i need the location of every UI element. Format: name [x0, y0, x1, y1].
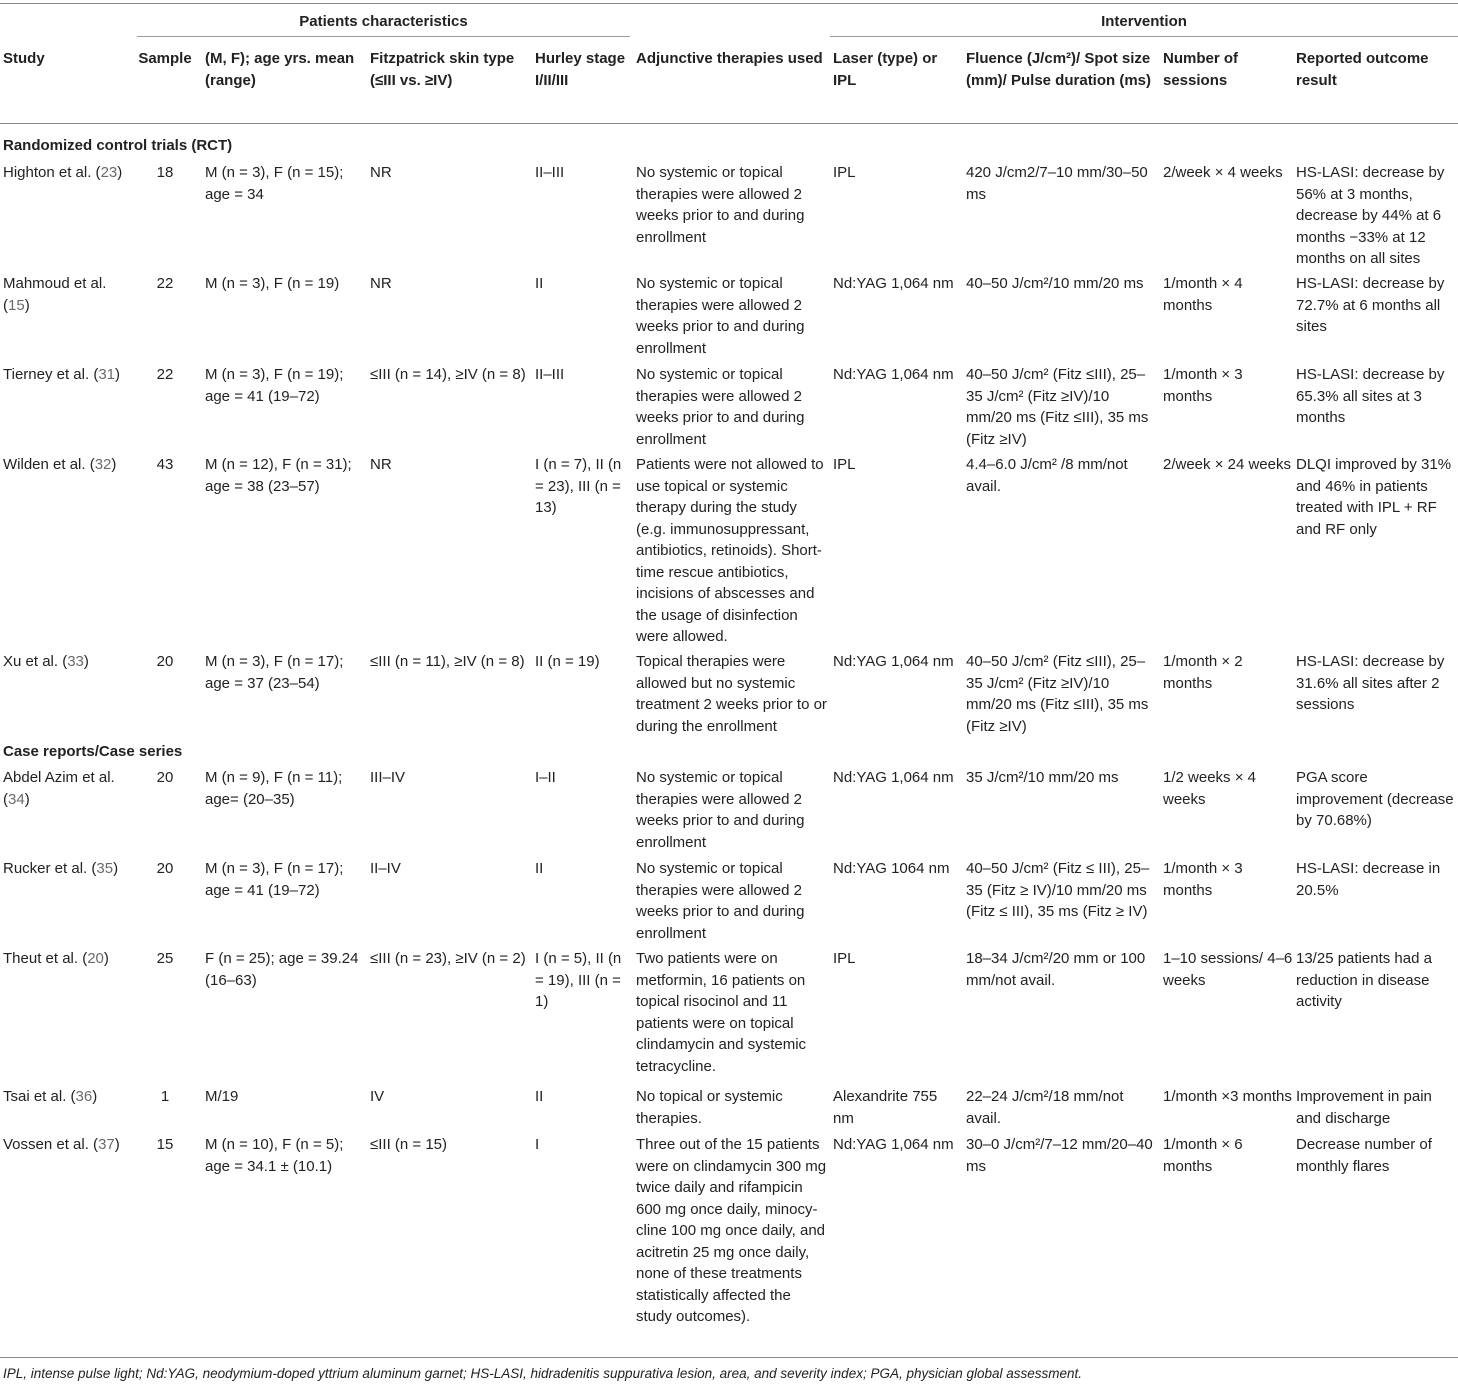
- reference-number[interactable]: 31: [98, 366, 115, 383]
- section-title-case-reports: Case reports/Case series: [3, 743, 183, 760]
- reference-number[interactable]: 23: [100, 164, 118, 181]
- cell-outcome: Decrease number of monthly flares: [1296, 1136, 1432, 1175]
- cell-adjunctive: Topical therapies were allowed but no systemic treatment 2 weeks prior to or during the enrollment: [636, 653, 827, 735]
- cell-sessions: 2/week × 4 weeks: [1163, 164, 1283, 181]
- table-footnote: IPL, intense pulse light; Nd:YAG, neodymium-doped yttrium aluminum garnet; HS-LASI, hidradenitis suppurativa lesion, area, and severity index; PGA, physician global assessment.: [3, 1366, 1083, 1381]
- column-header-sessions: Number of sessions: [1163, 50, 1238, 89]
- cell-outcome: HS-LASI: decrease by 72.7% at 6 months all sites: [1296, 275, 1445, 335]
- cell-fluence: 35 J/cm²/10 mm/20 ms: [966, 769, 1119, 786]
- cell-outcome: HS-LASI: decrease in 20.5%: [1296, 860, 1441, 899]
- cell-hurley: I (n = 5), II (n = 19), III (n = 1): [535, 950, 622, 1010]
- cell-fluence: 30–0 J/cm²/7–12 mm/20–40 ms: [966, 1136, 1153, 1175]
- cell-laser: Nd:YAG 1,064 nm: [833, 366, 954, 383]
- cell-sex-age: M/19: [205, 1088, 239, 1105]
- header-rule: [0, 123, 1458, 124]
- cell-laser: Nd:YAG 1,064 nm: [833, 653, 954, 670]
- column-header-hurley: Hurley stage I/II/III: [535, 50, 626, 89]
- cell-sex-age: M (n = 10), F (n = 5); age = 34.1 ± (10.1): [205, 1136, 344, 1175]
- cell-study: Tierney et al. (31): [3, 366, 120, 383]
- cell-sex-age: M (n = 12), F (n = 31); age = 38 (23–57): [205, 456, 352, 495]
- cell-study: Mahmoud et al. (15): [3, 275, 107, 314]
- cell-laser: IPL: [833, 950, 856, 967]
- cell-hurley: II–III: [535, 164, 565, 181]
- cell-study: Vossen et al. (37): [3, 1136, 120, 1153]
- cell-laser: Nd:YAG 1,064 nm: [833, 1136, 954, 1153]
- cell-adjunctive: No topical or systemic therapies.: [636, 1088, 783, 1127]
- cell-hurley: II–III: [535, 366, 565, 383]
- column-header-sample: Sample: [138, 50, 192, 67]
- cell-sex-age: M (n = 3), F (n = 19): [205, 275, 340, 292]
- cell-fitzpatrick: ≤III (n = 14), ≥IV (n = 8): [370, 366, 526, 383]
- cell-fitzpatrick: IV: [370, 1088, 385, 1105]
- column-header-outcome: Reported outcome result: [1296, 50, 1429, 89]
- cell-outcome: HS-LASI: decrease by 65.3% all sites at 3 months: [1296, 366, 1445, 426]
- reference-number[interactable]: 34: [8, 790, 25, 808]
- cell-sessions: 1/month × 4 months: [1163, 275, 1243, 314]
- cell-sample: 22: [156, 366, 174, 383]
- cell-hurley: II: [535, 860, 544, 877]
- cell-study: Tsai et al. (36): [3, 1088, 98, 1105]
- cell-sessions: 1/month × 2 months: [1163, 653, 1243, 692]
- cell-fitzpatrick: ≤III (n = 23), ≥IV (n = 2): [370, 950, 526, 967]
- cell-laser: Alexandrite 755 nm: [833, 1088, 938, 1127]
- column-header-adjunctive: Adjunctive therapies used: [636, 50, 823, 67]
- reference-number[interactable]: 32: [94, 456, 112, 473]
- cell-laser: Nd:YAG 1,064 nm: [833, 275, 954, 292]
- cell-sex-age: M (n = 9), F (n = 11); age= (20–35): [205, 769, 343, 808]
- cell-fluence: 22–24 J/cm²/18 mm/not avail.: [966, 1088, 1124, 1127]
- cell-fluence: 4.4–6.0 J/cm² /8 mm/not avail.: [966, 456, 1128, 495]
- cell-fluence: 40–50 J/cm² (Fitz ≤ III), 25–35 (Fitz ≥ IV)/10 mm/20 ms (Fitz ≤ III), 35 ms (Fitz ≥ IV): [966, 860, 1150, 920]
- cell-hurley: II (n = 19): [535, 653, 600, 670]
- cell-sex-age: M (n = 3), F (n = 17); age = 37 (23–54): [205, 653, 344, 692]
- cell-fluence: 40–50 J/cm²/10 mm/20 ms: [966, 275, 1144, 292]
- section-title-rct: Randomized control trials (RCT): [3, 137, 233, 154]
- reference-number[interactable]: 20: [87, 950, 104, 967]
- cell-study: Wilden et al. (32): [3, 456, 117, 473]
- cell-study: Xu et al. (33): [3, 653, 89, 670]
- cell-sex-age: F (n = 25); age = 39.24 (16–63): [205, 950, 359, 989]
- cell-hurley: I–II: [535, 769, 556, 786]
- cell-fitzpatrick: NR: [370, 164, 392, 181]
- cell-sex-age: M (n = 3), F (n = 17); age = 41 (19–72): [205, 860, 344, 899]
- cell-laser: IPL: [833, 164, 856, 181]
- reference-number[interactable]: 35: [96, 860, 114, 877]
- reference-number[interactable]: 15: [8, 296, 25, 314]
- cell-laser: IPL: [833, 456, 856, 473]
- cell-sample: 22: [156, 275, 174, 292]
- cell-sex-age: M (n = 3), F (n = 19); age = 41 (19–72): [205, 366, 344, 405]
- intervention-group-rule: [830, 36, 1458, 37]
- cell-outcome: HS-LASI: decrease by 56% at 3 months, decrease by 44% at 6 months −33% at 12 months on all sites: [1296, 164, 1445, 267]
- cell-adjunctive: Three out of the 15 patients were on clindamycin 300 mg twice daily and rifampicin 600 mg once daily, minocy-cline 100 mg once daily, and acitretin 25 mg once daily, none of these treatments statistically affected the study outcomes).: [636, 1136, 827, 1325]
- cell-adjunctive: Two patients were on metformin, 16 patients on topical risocinol and 11 patients were on topical clindamycin and systemic tetracycline.: [636, 950, 807, 1075]
- column-header-study: Study: [3, 50, 45, 67]
- cell-adjunctive: Patients were not allowed to use topical or systemic therapy during the study (e.g. immunosuppressant, antibiotics, retinoids). Short-time rescue antibiotics, incisions of abscesses and the usage of disinfection were allowed.: [636, 456, 824, 645]
- column-header-laser: Laser (type) or IPL: [833, 50, 938, 89]
- cell-outcome: DLQI improved by 31% and 46% in patients treated with IPL + RF and RF only: [1296, 456, 1452, 538]
- cell-adjunctive: No systemic or topical therapies were allowed 2 weeks prior to and during enrollment: [636, 366, 805, 448]
- cell-outcome: HS-LASI: decrease by 31.6% all sites after 2 sessions: [1296, 653, 1445, 713]
- cell-fitzpatrick: III–IV: [370, 769, 406, 786]
- cell-sample: 20: [156, 860, 174, 877]
- cell-fluence: 420 J/cm2/7–10 mm/30–50 ms: [966, 164, 1148, 203]
- cell-sample: 20: [156, 653, 174, 670]
- cell-sessions: 1/month × 3 months: [1163, 860, 1243, 899]
- column-header-fitzpatrick: Fitzpatrick skin type (≤III vs. ≥IV): [370, 50, 515, 89]
- cell-fluence: 40–50 J/cm² (Fitz ≤III), 25–35 J/cm² (Fitz ≥IV)/10 mm/20 ms (Fitz ≤III), 35 ms (Fitz ≥IV): [966, 653, 1149, 735]
- cell-outcome: PGA score improvement (decrease by 70.68%): [1296, 769, 1454, 829]
- cell-sessions: 1–10 sessions/ 4–6 weeks: [1163, 950, 1293, 989]
- column-header-fluence: Fluence (J/cm²)/ Spot size (mm)/ Pulse duration (ms): [966, 50, 1152, 89]
- cell-study: Theut et al. (20): [3, 950, 109, 967]
- cell-adjunctive: No systemic or topical therapies were allowed 2 weeks prior to and during enrollment: [636, 769, 805, 851]
- cell-adjunctive: No systemic or topical therapies were allowed 2 weeks prior to and during enrollment: [636, 275, 805, 357]
- cell-outcome: Improvement in pain and discharge: [1296, 1088, 1432, 1127]
- cell-study: Highton et al. (23): [3, 164, 123, 181]
- cell-hurley: I (n = 7), II (n = 23), III (n = 13): [535, 456, 622, 516]
- cell-sessions: 2/week × 24 weeks: [1163, 456, 1291, 473]
- cell-sample: 18: [156, 164, 174, 181]
- cell-study: Rucker et al. (35): [3, 860, 119, 877]
- column-header-sex-age: (M, F); age yrs. mean (range): [205, 50, 355, 89]
- cell-sessions: 1/month ×3 months: [1163, 1088, 1292, 1105]
- cell-adjunctive: No systemic or topical therapies were allowed 2 weeks prior to and during enrollment: [636, 164, 805, 246]
- cell-hurley: I: [535, 1136, 540, 1153]
- cell-fitzpatrick: ≤III (n = 15): [370, 1136, 448, 1153]
- cell-study: Abdel Azim et al. (34): [3, 769, 115, 808]
- cell-sample: 25: [156, 950, 174, 967]
- reference-number[interactable]: 37: [98, 1136, 115, 1153]
- group-header-intervention: Intervention: [1101, 13, 1187, 30]
- patients-group-rule: [137, 36, 630, 37]
- cell-sample: 1: [160, 1088, 170, 1105]
- cell-sessions: 1/month × 3 months: [1163, 366, 1243, 405]
- cell-fluence: 40–50 J/cm² (Fitz ≤III), 25–35 J/cm² (Fitz ≥IV)/10 mm/20 ms (Fitz ≤III), 35 ms (Fitz ≥IV): [966, 366, 1149, 448]
- cell-sessions: 1/2 weeks × 4 weeks: [1163, 769, 1256, 808]
- cell-hurley: II: [535, 1088, 544, 1105]
- top-rule: [0, 3, 1458, 4]
- cell-adjunctive: No systemic or topical therapies were allowed 2 weeks prior to and during enrollment: [636, 860, 805, 942]
- cell-sex-age: M (n = 3), F (n = 15); age = 34: [205, 164, 344, 203]
- cell-sample: 20: [156, 769, 174, 786]
- reference-number[interactable]: 36: [75, 1088, 93, 1105]
- cell-fitzpatrick: II–IV: [370, 860, 401, 877]
- cell-fitzpatrick: NR: [370, 275, 392, 292]
- cell-sample: 43: [156, 456, 174, 473]
- cell-sessions: 1/month × 6 months: [1163, 1136, 1243, 1175]
- cell-outcome: 13/25 patients had a reduction in disease activity: [1296, 950, 1432, 1010]
- cell-laser: Nd:YAG 1,064 nm: [833, 769, 954, 786]
- cell-fitzpatrick: NR: [370, 456, 392, 473]
- group-header-patients: Patients characteristics: [299, 13, 468, 30]
- cell-laser: Nd:YAG 1064 nm: [833, 860, 950, 877]
- reference-number[interactable]: 33: [67, 653, 84, 670]
- cell-hurley: II: [535, 275, 544, 292]
- cell-fluence: 18–34 J/cm²/20 mm or 100 mm/not avail.: [966, 950, 1146, 989]
- bottom-rule: [0, 1357, 1458, 1358]
- cell-fitzpatrick: ≤III (n = 11), ≥IV (n = 8): [370, 653, 525, 670]
- cell-sample: 15: [156, 1136, 174, 1153]
